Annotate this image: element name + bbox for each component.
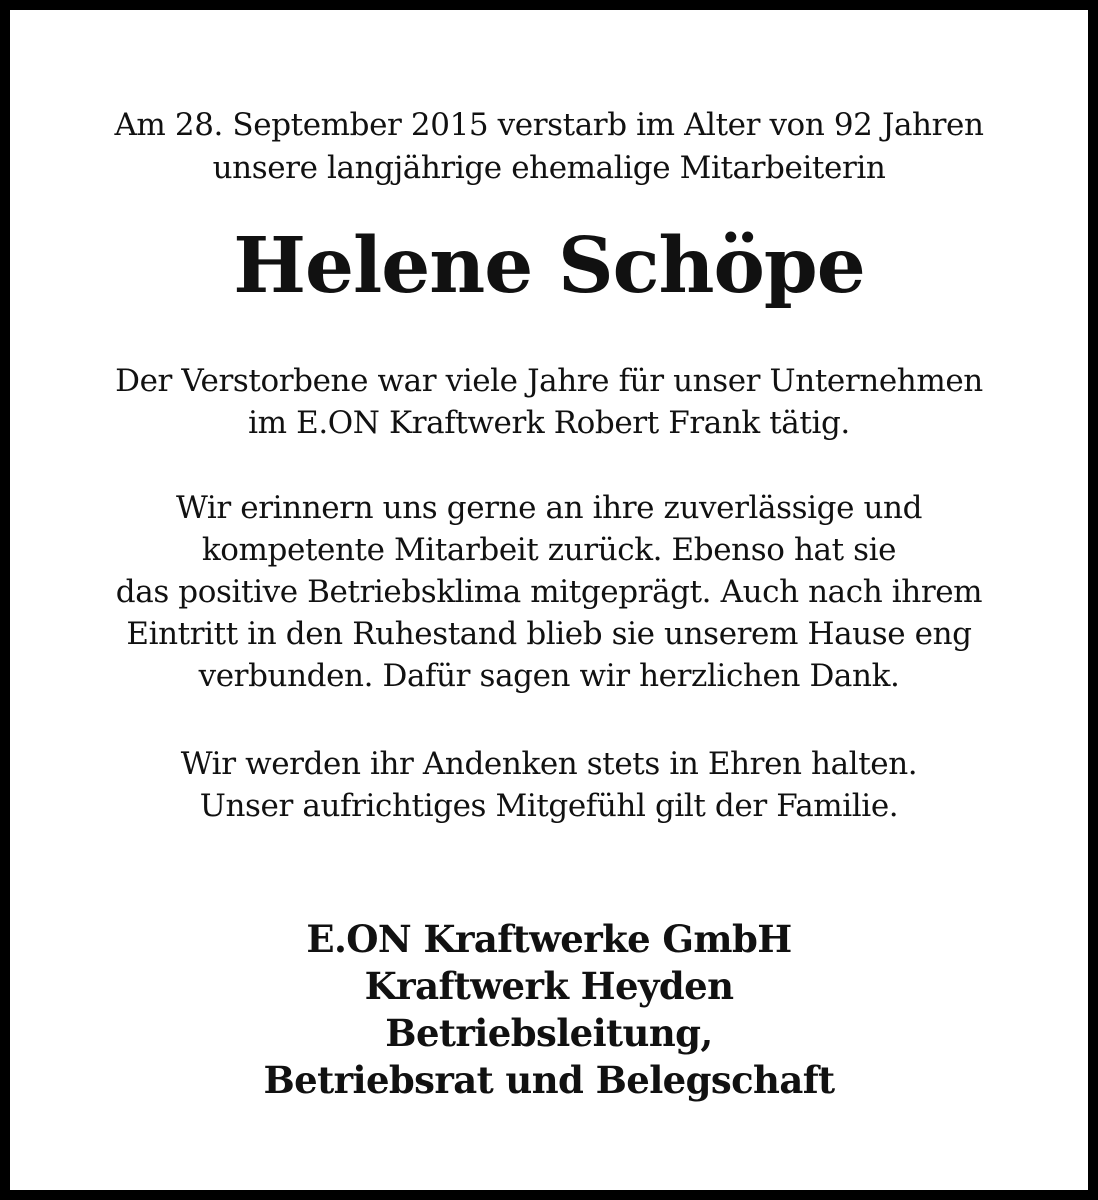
signature-company: E.ON Kraftwerke GmbH [306, 917, 792, 961]
paragraph-line: Der Verstorbene war viele Jahre für unser Unternehmen [115, 363, 983, 399]
intro-text [20, 104, 1078, 190]
signature-staff: Betriebsrat und Belegschaft [263, 1058, 835, 1102]
paragraph-condolence [20, 743, 1078, 827]
paragraph-line: das positive Betriebsklima mitgeprägt. Auch nach ihrem [115, 574, 983, 610]
intro-line: unsere langjährige ehemalige Mitarbeiterin [212, 150, 886, 186]
signature-management: Betriebsleitung, [385, 1011, 713, 1055]
deceased-name: Helene Schöpe [233, 221, 865, 311]
signature-plant: Kraftwerk Heyden [364, 964, 734, 1008]
paragraph-line: Unser aufrichtiges Mitgefühl gilt der Familie. [199, 788, 899, 824]
obituary-content [20, 10, 1078, 1190]
paragraph-line: im E.ON Kraftwerk Robert Frank tätig. [248, 405, 850, 441]
paragraph-employment [20, 360, 1078, 444]
intro-line: Am 28. September 2015 verstarb im Alter von 92 Jahren [114, 107, 984, 143]
paragraph-line: verbunden. Dafür sagen wir herzlichen Dank. [198, 658, 900, 694]
paragraph-line: Wir erinnern uns gerne an ihre zuverlässige und [175, 490, 923, 526]
paragraph-line: kompetente Mitarbeit zurück. Ebenso hat sie [201, 532, 897, 568]
paragraph-line: Wir werden ihr Andenken stets in Ehren halten. [180, 746, 918, 782]
paragraph-line: Eintritt in den Ruhestand blieb sie unserem Hause eng [126, 616, 972, 652]
signature-block [20, 916, 1078, 1104]
paragraph-remembrance [20, 487, 1078, 697]
